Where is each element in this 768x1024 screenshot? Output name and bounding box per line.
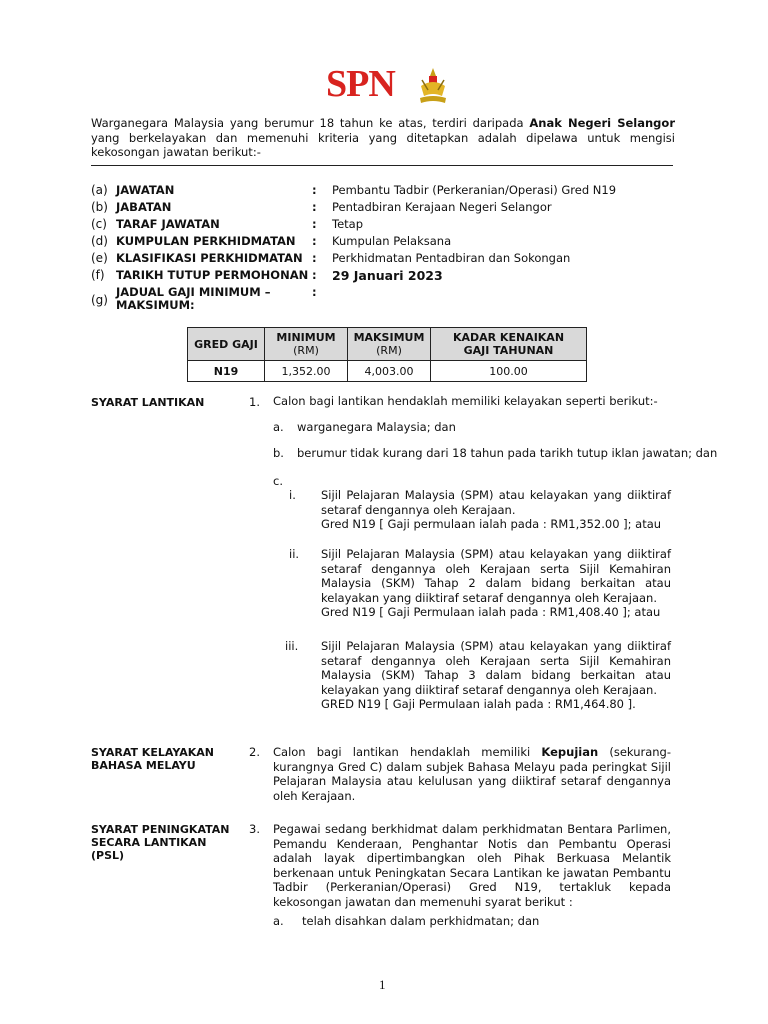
heading-line2: SECARA LANTIKAN xyxy=(91,836,207,849)
roman-key: iii. xyxy=(285,639,299,653)
cell-minimum: 1,352.00 xyxy=(265,361,348,382)
section-heading-syarat-lantikan: SYARAT LANTIKAN xyxy=(91,396,205,409)
detail-colon: : xyxy=(312,234,317,248)
detail-row-kumpulan xyxy=(91,233,691,250)
detail-row-jabatan xyxy=(91,199,691,216)
detail-key: (f) xyxy=(91,268,105,282)
section-text xyxy=(273,745,671,803)
heading-line3: (PSL) xyxy=(91,849,125,862)
intro-post: yang berkelayakan dan memenuhi kriteria yang ditetapkan adalah dipelawa untuk mengisi kekosongan jawatan berikut:- xyxy=(91,130,675,159)
intro-bold: Anak Negeri Selangor xyxy=(529,116,675,130)
sub-item-i xyxy=(321,488,671,532)
intro-pre: Warganegara Malaysia yang berumur 18 tahun ke atas, terdiri daripada xyxy=(91,116,530,130)
detail-key: (g) xyxy=(91,293,108,307)
sub-item-gred: Gred N19 [ Gaji permulaan ialah pada : RM1,352.00 ]; atau xyxy=(321,517,662,531)
detail-label: TARIKH TUTUP PERMOHONAN xyxy=(116,268,309,282)
detail-row-tarikh-tutup xyxy=(91,267,691,284)
sub-item-text: Sijil Pelajaran Malaysia (SPM) atau kelayakan yang diiktiraf setaraf dengannya oleh Kerajaan. xyxy=(321,488,671,517)
detail-colon: : xyxy=(312,268,317,282)
detail-value: Pentadbiran Kerajaan Negeri Selangor xyxy=(332,200,552,214)
salary-table xyxy=(187,327,587,382)
header-min-unit: (RM) xyxy=(293,344,319,357)
roman-key: i. xyxy=(289,488,296,502)
detail-colon: : xyxy=(312,251,317,265)
section-number: 2. xyxy=(249,745,260,759)
list-item: warganegara Malaysia; dan xyxy=(297,420,456,434)
list-key: c. xyxy=(273,474,283,488)
detail-colon: : xyxy=(312,183,317,197)
section-number: 1. xyxy=(249,395,260,409)
header-max-label: MAKSIMUM xyxy=(353,331,425,344)
list-item: berumur tidak kurang dari 18 tahun pada tarikh tutup iklan jawatan; dan xyxy=(297,446,718,460)
detail-colon: : xyxy=(312,200,317,214)
detail-label-line1: JADUAL GAJI MINIMUM – xyxy=(116,285,271,299)
detail-row-jadual-gaji xyxy=(91,284,691,318)
bahasa-pre: Calon bagi lantikan hendaklah memiliki xyxy=(273,745,542,759)
bahasa-post: (sekurang-kurangnya Gred C) dalam subjek Bahasa Melayu pada peringkat Sijil Pelajaran Malaysia atau kelulusan yang diiktiraf setaraf dengannya oleh Kerajaan. xyxy=(273,745,671,803)
detail-label-line2: MAKSIMUM: xyxy=(116,298,195,312)
list-key: a. xyxy=(273,420,284,434)
sub-item-gred: Gred N19 [ Gaji Permulaan ialah pada : RM1,408.40 ]; atau xyxy=(321,605,661,619)
detail-row-jawatan xyxy=(91,182,691,199)
header-kadar-line2: GAJI TAHUNAN xyxy=(463,344,554,357)
heading-line1: SYARAT PENINGKATAN xyxy=(91,823,230,836)
detail-value: Kumpulan Pelaksana xyxy=(332,234,452,248)
detail-key: (e) xyxy=(91,251,108,265)
detail-key: (a) xyxy=(91,183,108,197)
header-max-unit: (RM) xyxy=(376,344,402,357)
header-kadar xyxy=(431,328,587,361)
selangor-crest-icon xyxy=(418,66,448,106)
sub-item-ii xyxy=(321,547,671,620)
detail-colon: : xyxy=(312,217,317,231)
detail-key: (d) xyxy=(91,234,108,248)
list-item: telah disahkan dalam perkhidmatan; dan xyxy=(302,914,540,928)
horizontal-rule xyxy=(91,165,673,166)
section-heading-bahasa xyxy=(91,746,214,772)
detail-value: Pembantu Tadbir (Perkeranian/Operasi) Gred N19 xyxy=(332,183,617,197)
list-key: a. xyxy=(273,914,284,928)
heading-line1: SYARAT KELAYAKAN xyxy=(91,746,214,759)
closing-date: 29 Januari 2023 xyxy=(332,268,443,283)
logo-text: SPN xyxy=(326,63,395,105)
cell-maksimum: 4,003.00 xyxy=(348,361,431,382)
detail-label: KLASIFIKASI PERKHIDMATAN xyxy=(116,251,303,265)
intro-paragraph xyxy=(91,116,675,160)
list-key: b. xyxy=(273,446,284,460)
header-minimum xyxy=(265,328,348,361)
sub-item-text: Sijil Pelajaran Malaysia (SPM) atau kelayakan yang diiktiraf setaraf dengannya oleh Kerajaan serta Sijil Kemahiran Malaysia (SKM) Tahap 2 dalam bidang berkaitan atau kelayakan yang diiktiraf setaraf dengannya oleh Kerajaan. xyxy=(321,547,671,605)
section-text: Calon bagi lantikan hendaklah memiliki kelayakan seperti berikut:- xyxy=(273,394,658,408)
detail-label: JAWATAN xyxy=(116,183,175,197)
detail-row-taraf xyxy=(91,216,691,233)
detail-label: JABATAN xyxy=(116,200,172,214)
section-heading-psl xyxy=(91,823,229,862)
header-kadar-line1: KADAR KENAIKAN xyxy=(452,331,565,344)
detail-value: Perkhidmatan Pentadbiran dan Sokongan xyxy=(332,251,571,265)
cell-gred: N19 xyxy=(188,361,265,382)
detail-colon: : xyxy=(312,285,317,299)
detail-key: (b) xyxy=(91,200,108,214)
detail-value: Tetap xyxy=(332,217,364,231)
section-number: 3. xyxy=(249,822,260,836)
section-text: Pegawai sedang berkhidmat dalam perkhidmatan Bentara Parlimen, Pemandu Kenderaan, Penghantar Notis dan Pembantu Operasi adalah layak dipertimbangkan oleh Pihak Berkuasa Melantik berkenaan untuk Peningkatan Secara Lantikan ke jawatan Pembantu Tadbir (Perkeranian/Operasi) Gred N19, tertakluk kepada kekosongan jawatan dan memenuhi syarat berikut : xyxy=(273,822,671,909)
header-gred: GRED GAJI xyxy=(188,328,265,361)
detail-label xyxy=(116,286,270,312)
detail-key: (c) xyxy=(91,217,107,231)
detail-label: TARAF JAWATAN xyxy=(116,217,220,231)
sub-item-gred: GRED N19 [ Gaji Permulaan ialah pada : RM1,464.80 ]. xyxy=(321,697,636,711)
bahasa-bold: Kepujian xyxy=(541,745,599,759)
detail-label: KUMPULAN PERKHIDMATAN xyxy=(116,234,296,248)
detail-row-klasifikasi xyxy=(91,250,691,267)
spn-logo xyxy=(326,63,446,106)
heading-line2: BAHASA MELAYU xyxy=(91,759,196,772)
roman-key: ii. xyxy=(289,547,300,561)
sub-item-text: Sijil Pelajaran Malaysia (SPM) atau kelayakan yang diiktiraf setaraf dengannya oleh Kerajaan serta Sijil Kemahiran Malaysia (SKM) Tahap 3 dalam bidang berkaitan atau kelayakan yang diiktiraf setaraf dengannya oleh Kerajaan. xyxy=(321,639,671,697)
cell-kadar: 100.00 xyxy=(431,361,587,382)
header-maksimum xyxy=(348,328,431,361)
sub-item-iii xyxy=(321,639,671,712)
page-number: 1 xyxy=(379,977,386,992)
header-min-label: MINIMUM xyxy=(276,331,336,344)
table-row xyxy=(188,361,587,382)
salary-table-header xyxy=(188,328,587,361)
